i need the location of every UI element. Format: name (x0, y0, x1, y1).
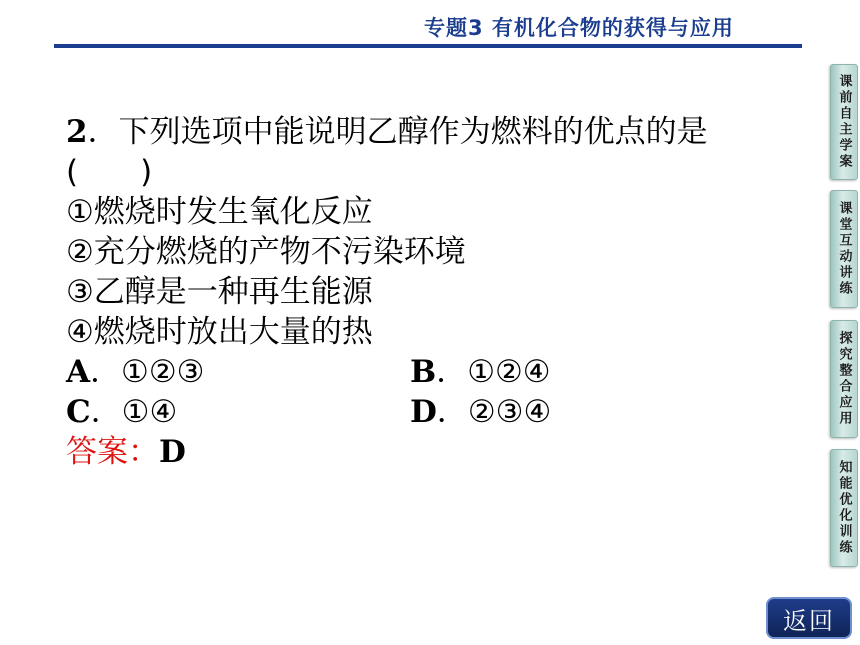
side-tab-practice[interactable] (830, 449, 858, 567)
choice-b-letter: B (410, 354, 437, 390)
side-tab-practice-label: 知能优化训练 (836, 460, 852, 556)
choice-a-text: ．①②③ (90, 354, 205, 390)
question-stem (66, 112, 781, 192)
choice-a-letter: A (66, 354, 91, 390)
side-tab-classroom[interactable] (830, 190, 858, 308)
back-button[interactable]: 返回 (766, 597, 852, 639)
choice-b (410, 352, 551, 392)
answer-label: 答案： (66, 434, 159, 470)
choice-d-text: ．②③④ (436, 394, 552, 430)
header-divider (54, 44, 802, 48)
question-block (66, 112, 781, 472)
question-text: ．下列选项中能说明乙醇作为燃料的优点的是( ) (66, 114, 708, 190)
statement-3: ③乙醇是一种再生能源 (66, 274, 373, 310)
side-tab-preview[interactable] (830, 64, 858, 180)
choice-b-text: ．①②④ (436, 354, 551, 390)
choice-d (410, 392, 551, 432)
side-tab-explore[interactable] (830, 320, 858, 438)
statement-2: ②充分燃烧的产物不污染环境 (66, 234, 466, 270)
header-title: 专题3 有机化合物的获得与应用 (424, 16, 734, 40)
side-tab-explore-label: 探究整合应用 (836, 331, 852, 427)
answer-line (66, 432, 781, 472)
side-tab-preview-label: 课前自主学案 (836, 74, 852, 170)
answer-value: D (159, 434, 186, 470)
choice-d-letter: D (410, 394, 437, 430)
question-number: 2 (66, 114, 88, 150)
choice-c-text: ．①④ (90, 394, 178, 430)
statement-4: ④燃烧时放出大量的热 (66, 314, 373, 350)
choice-a (66, 352, 204, 392)
statement-1: ①燃烧时发生氧化反应 (66, 194, 373, 230)
side-tab-classroom-label: 课堂互动讲练 (836, 201, 852, 297)
choices (66, 352, 781, 432)
choice-c (66, 392, 177, 432)
choice-c-letter: C (66, 394, 91, 430)
